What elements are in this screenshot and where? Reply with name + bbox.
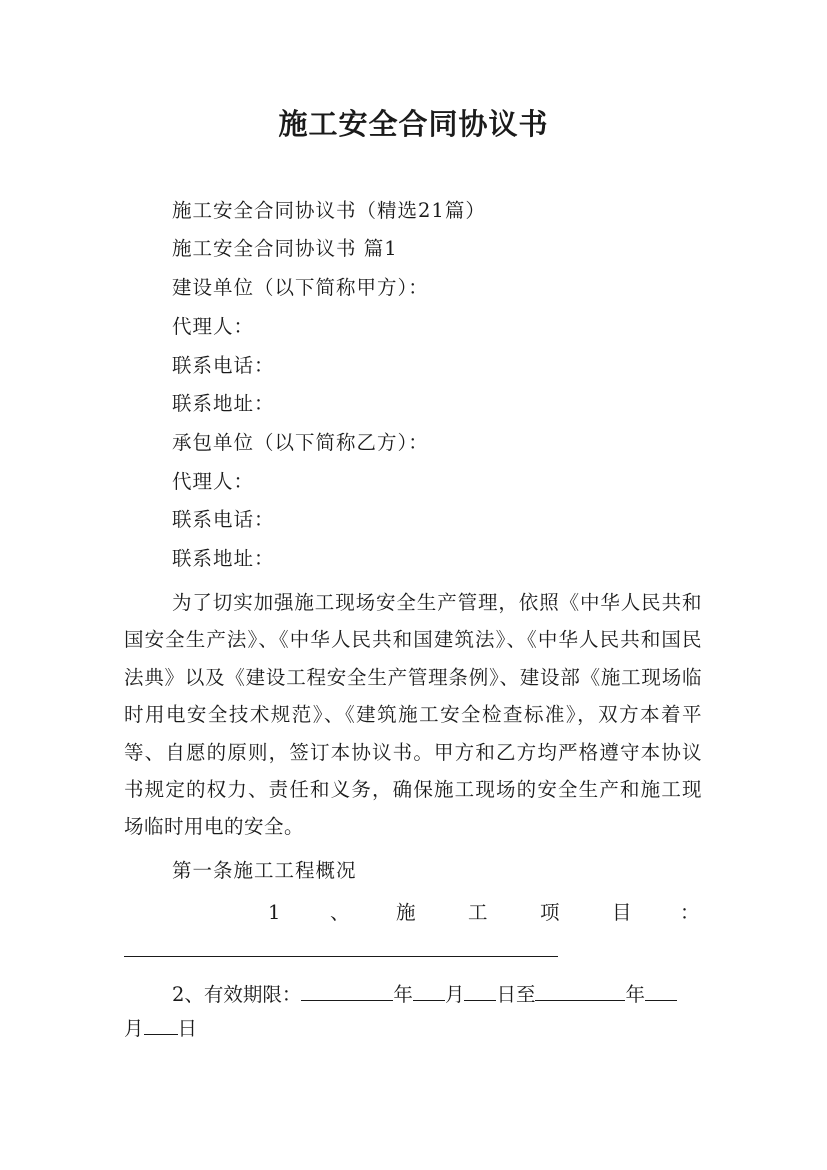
party-b-phone: 联系电话： xyxy=(172,508,275,531)
intro-paragraph: 为了切实加强施工现场安全生产管理，依照《中华人民共和国安全生产法》、《中华人民共和国建筑法》、《中华人民共和国民法典》以及《建设工程安全生产管理条例》、建设部《施工现场临时用电安全技术规范》、《建筑施工安全检查标准》，双方本着平等、自愿的原则，签订本协议书。甲方和乙方均严格遵守本协议书规定的权力、责任和义务，确保施工现场的安全生产和施工现场临时用电的安全。 xyxy=(124,591,702,839)
party-a-agent: 代理人： xyxy=(172,315,255,338)
section-heading: 施工安全合同协议书 篇1 xyxy=(172,237,398,260)
party-b-agent: 代理人： xyxy=(172,470,255,493)
item-1-char-4: 目 xyxy=(612,901,632,924)
document-subtitle: 施工安全合同协议书（精选21篇） xyxy=(172,199,486,222)
year2-blank xyxy=(535,980,625,1001)
party-a-phone: 联系电话： xyxy=(172,354,275,377)
day-to-label: 日至 xyxy=(496,983,536,1006)
item-1-project xyxy=(124,898,702,928)
item-1-char-3: 项 xyxy=(540,901,560,924)
project-fill-line xyxy=(124,956,558,957)
item-2-continued xyxy=(124,1014,197,1044)
month2-blank-start xyxy=(645,980,677,1001)
item-1-char-2: 工 xyxy=(468,901,488,924)
item-1-separator: 、 xyxy=(330,901,350,924)
year-blank xyxy=(301,980,393,1001)
party-a-label: 建设单位（以下简称甲方）： xyxy=(172,276,429,299)
article-1-heading: 第一条施工工程概况 xyxy=(172,859,357,882)
day2-label: 日 xyxy=(177,1017,198,1040)
item-1-number: 1 xyxy=(268,901,281,924)
year-label: 年 xyxy=(393,983,413,1006)
year2-label: 年 xyxy=(625,983,645,1006)
day-blank xyxy=(464,980,496,1001)
party-b-address: 联系地址： xyxy=(172,547,275,570)
item-2-label: 2、有效期限： xyxy=(172,983,302,1006)
month2-label: 月 xyxy=(124,1017,144,1040)
month-label: 月 xyxy=(444,983,465,1006)
item-2-validity xyxy=(124,976,702,1013)
party-a-address: 联系地址： xyxy=(172,392,275,415)
item-1-colon: ： xyxy=(680,901,700,924)
document-title: 施工安全合同协议书 xyxy=(278,107,549,141)
item-1-char-1: 施 xyxy=(396,901,416,924)
day2-blank xyxy=(144,1014,178,1035)
party-b-label: 承包单位（以下简称乙方）： xyxy=(172,431,429,454)
month-blank xyxy=(413,980,445,1001)
